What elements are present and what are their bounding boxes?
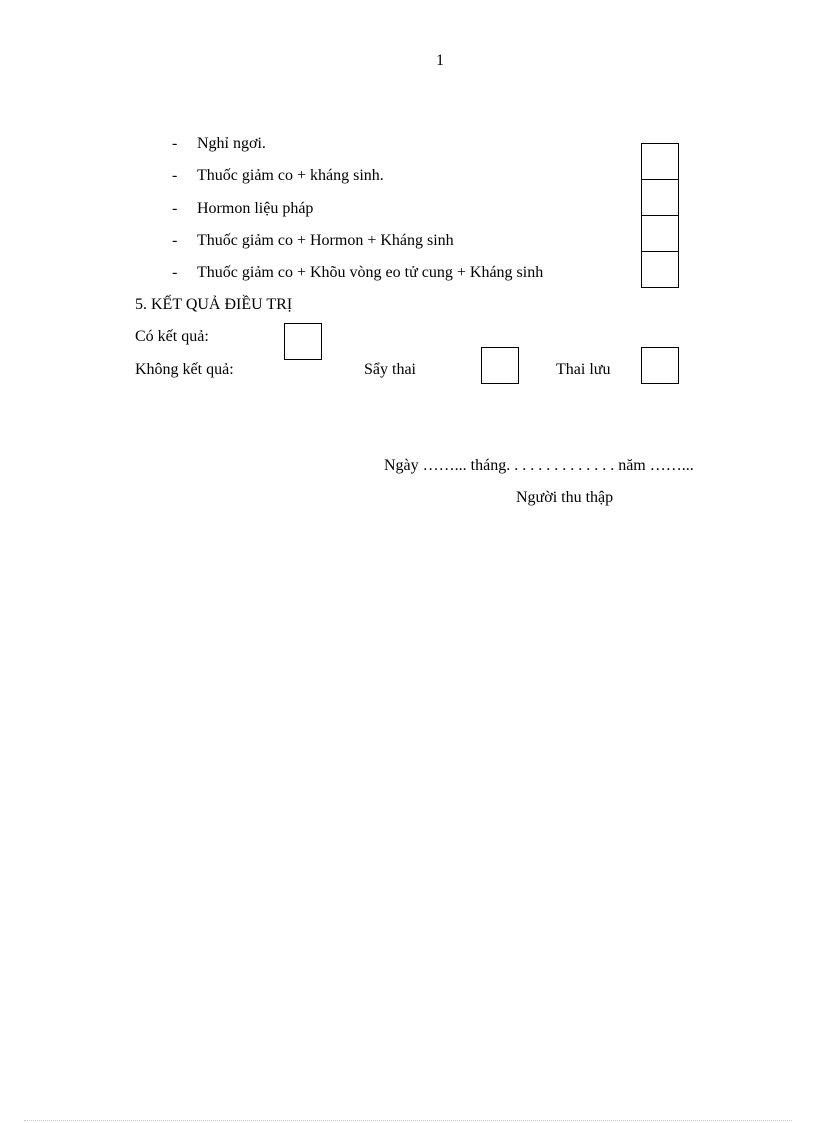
missed-abortion-checkbox[interactable] xyxy=(641,347,679,384)
treatment-tocolytic-antibiotic-checkbox[interactable] xyxy=(641,179,679,216)
list-bullet: - xyxy=(172,232,178,249)
miscarriage-checkbox[interactable] xyxy=(481,347,519,384)
success-checkbox[interactable] xyxy=(284,323,322,360)
list-bullet: - xyxy=(172,167,178,184)
treatment-hormone-therapy: Hormon liệu pháp xyxy=(197,200,314,217)
page-bottom-divider xyxy=(24,1120,792,1121)
page-number: 1 xyxy=(436,52,444,69)
list-bullet: - xyxy=(172,264,178,281)
list-bullet: - xyxy=(172,135,178,152)
treatment-tocolytic-hormone-antibiotic: Thuốc giảm co + Hormon + Kháng sinh xyxy=(197,232,454,249)
success-label: Có kết quả: xyxy=(135,328,209,345)
miscarriage-label: Sẩy thai xyxy=(364,361,416,378)
collector-label: Người thu thập xyxy=(516,489,614,506)
section-heading: 5. KẾT QUẢ ĐIỀU TRỊ xyxy=(135,296,293,313)
treatment-tocolytic-antibiotic: Thuốc giảm co + kháng sinh. xyxy=(197,167,384,184)
date-line: Ngày ……... tháng. . . . . . . . . . . . . . năm ……... xyxy=(384,457,694,474)
missed-abortion-label: Thai lưu xyxy=(556,361,611,378)
failure-label: Không kết quả: xyxy=(135,361,234,378)
treatment-rest: Nghỉ ngơi. xyxy=(197,135,266,152)
treatment-tocolytic-cerclage-antibiotic: Thuốc giảm co + Khõu vòng eo tử cung + Kháng sinh xyxy=(197,264,544,281)
treatment-rest-checkbox[interactable] xyxy=(641,143,679,180)
list-bullet: - xyxy=(172,200,178,217)
treatment-hormone-therapy-checkbox[interactable] xyxy=(641,215,679,252)
treatment-tocolytic-hormone-antibiotic-checkbox[interactable] xyxy=(641,251,679,288)
